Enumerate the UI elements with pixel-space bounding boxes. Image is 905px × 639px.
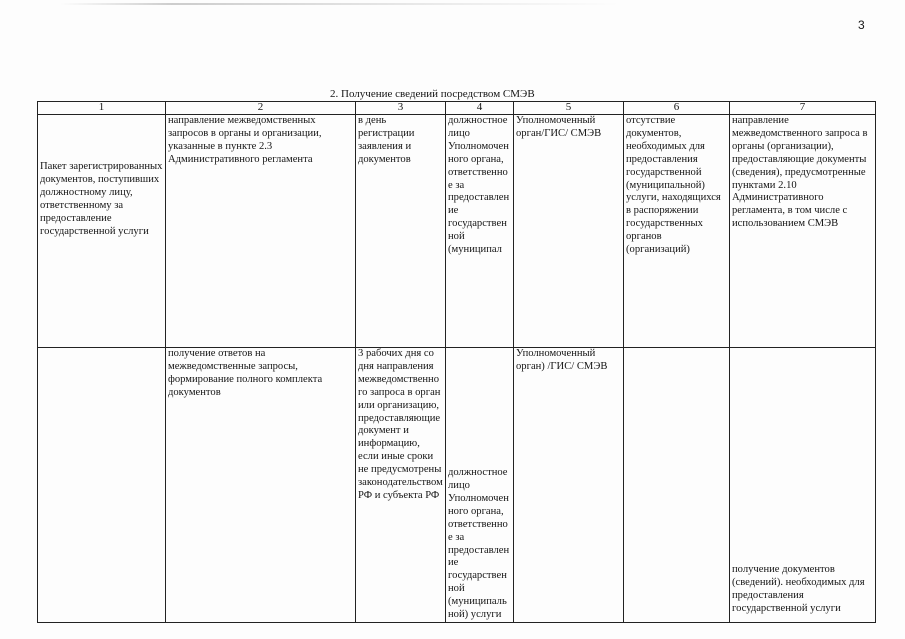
column-number-5: 5: [514, 102, 624, 115]
table-row: [38, 115, 876, 348]
scan-artifact-line: [60, 3, 620, 5]
deadline-cell: 3 рабочих дня со дня направления межведомственного запроса в орган или организацию, предоставляющие документ и информацию, если иные сроки не предусмотрены законодательством РФ и субъекта РФ: [356, 348, 446, 623]
column-number-6: 6: [624, 102, 730, 115]
column-number-4: 4: [446, 102, 514, 115]
page-number: 3: [858, 18, 865, 32]
procedure-table: [37, 101, 876, 623]
basis-cell: [38, 348, 166, 623]
responsible-cell: должностное лицо Уполномоченного органа, ответственное за предоставление государственной (муниципальной) услуги: [446, 348, 514, 623]
deadline-cell: в день регистрации заявления и документов: [356, 115, 446, 348]
result-cell: получение документов (сведений). необходимых для предоставления государственной услуги: [730, 348, 876, 623]
responsible-cell: должностное лицо Уполномоченного органа, ответственное за предоставление государственной (муниципал: [446, 115, 514, 348]
action-cell: получение ответов на межведомственные запросы, формирование полного комплекта документов: [166, 348, 356, 623]
column-number-7: 7: [730, 102, 876, 115]
column-number-row: [38, 102, 876, 115]
column-number-3: 3: [356, 102, 446, 115]
section-title: 2. Получение сведений посредством СМЭВ: [330, 88, 535, 100]
column-number-1: 1: [38, 102, 166, 115]
criteria-cell: [624, 348, 730, 623]
result-cell: направление межведомственного запроса в органы (организации), предоставляющие документы (сведения), предусмотренные пунктами 2.10 Административного регламента, в том числе с использованием СМЭВ: [730, 115, 876, 348]
table-row: [38, 348, 876, 623]
basis-cell: Пакет зарегистрированных документов, поступивших должностному лицу, ответственному за предоставление государственной услуги: [38, 115, 166, 348]
system-cell: Уполномоченный орган) /ГИС/ СМЭВ: [514, 348, 624, 623]
criteria-cell: отсутствие документов, необходимых для предоставления государственной (муниципальной) услуги, находящихся в распоряжении государственных органов (организаций): [624, 115, 730, 348]
system-cell: Уполномоченный орган/ГИС/ СМЭВ: [514, 115, 624, 348]
action-cell: направление межведомственных запросов в органы и организации, указанные в пункте 2.3 Административного регламента: [166, 115, 356, 348]
column-number-2: 2: [166, 102, 356, 115]
